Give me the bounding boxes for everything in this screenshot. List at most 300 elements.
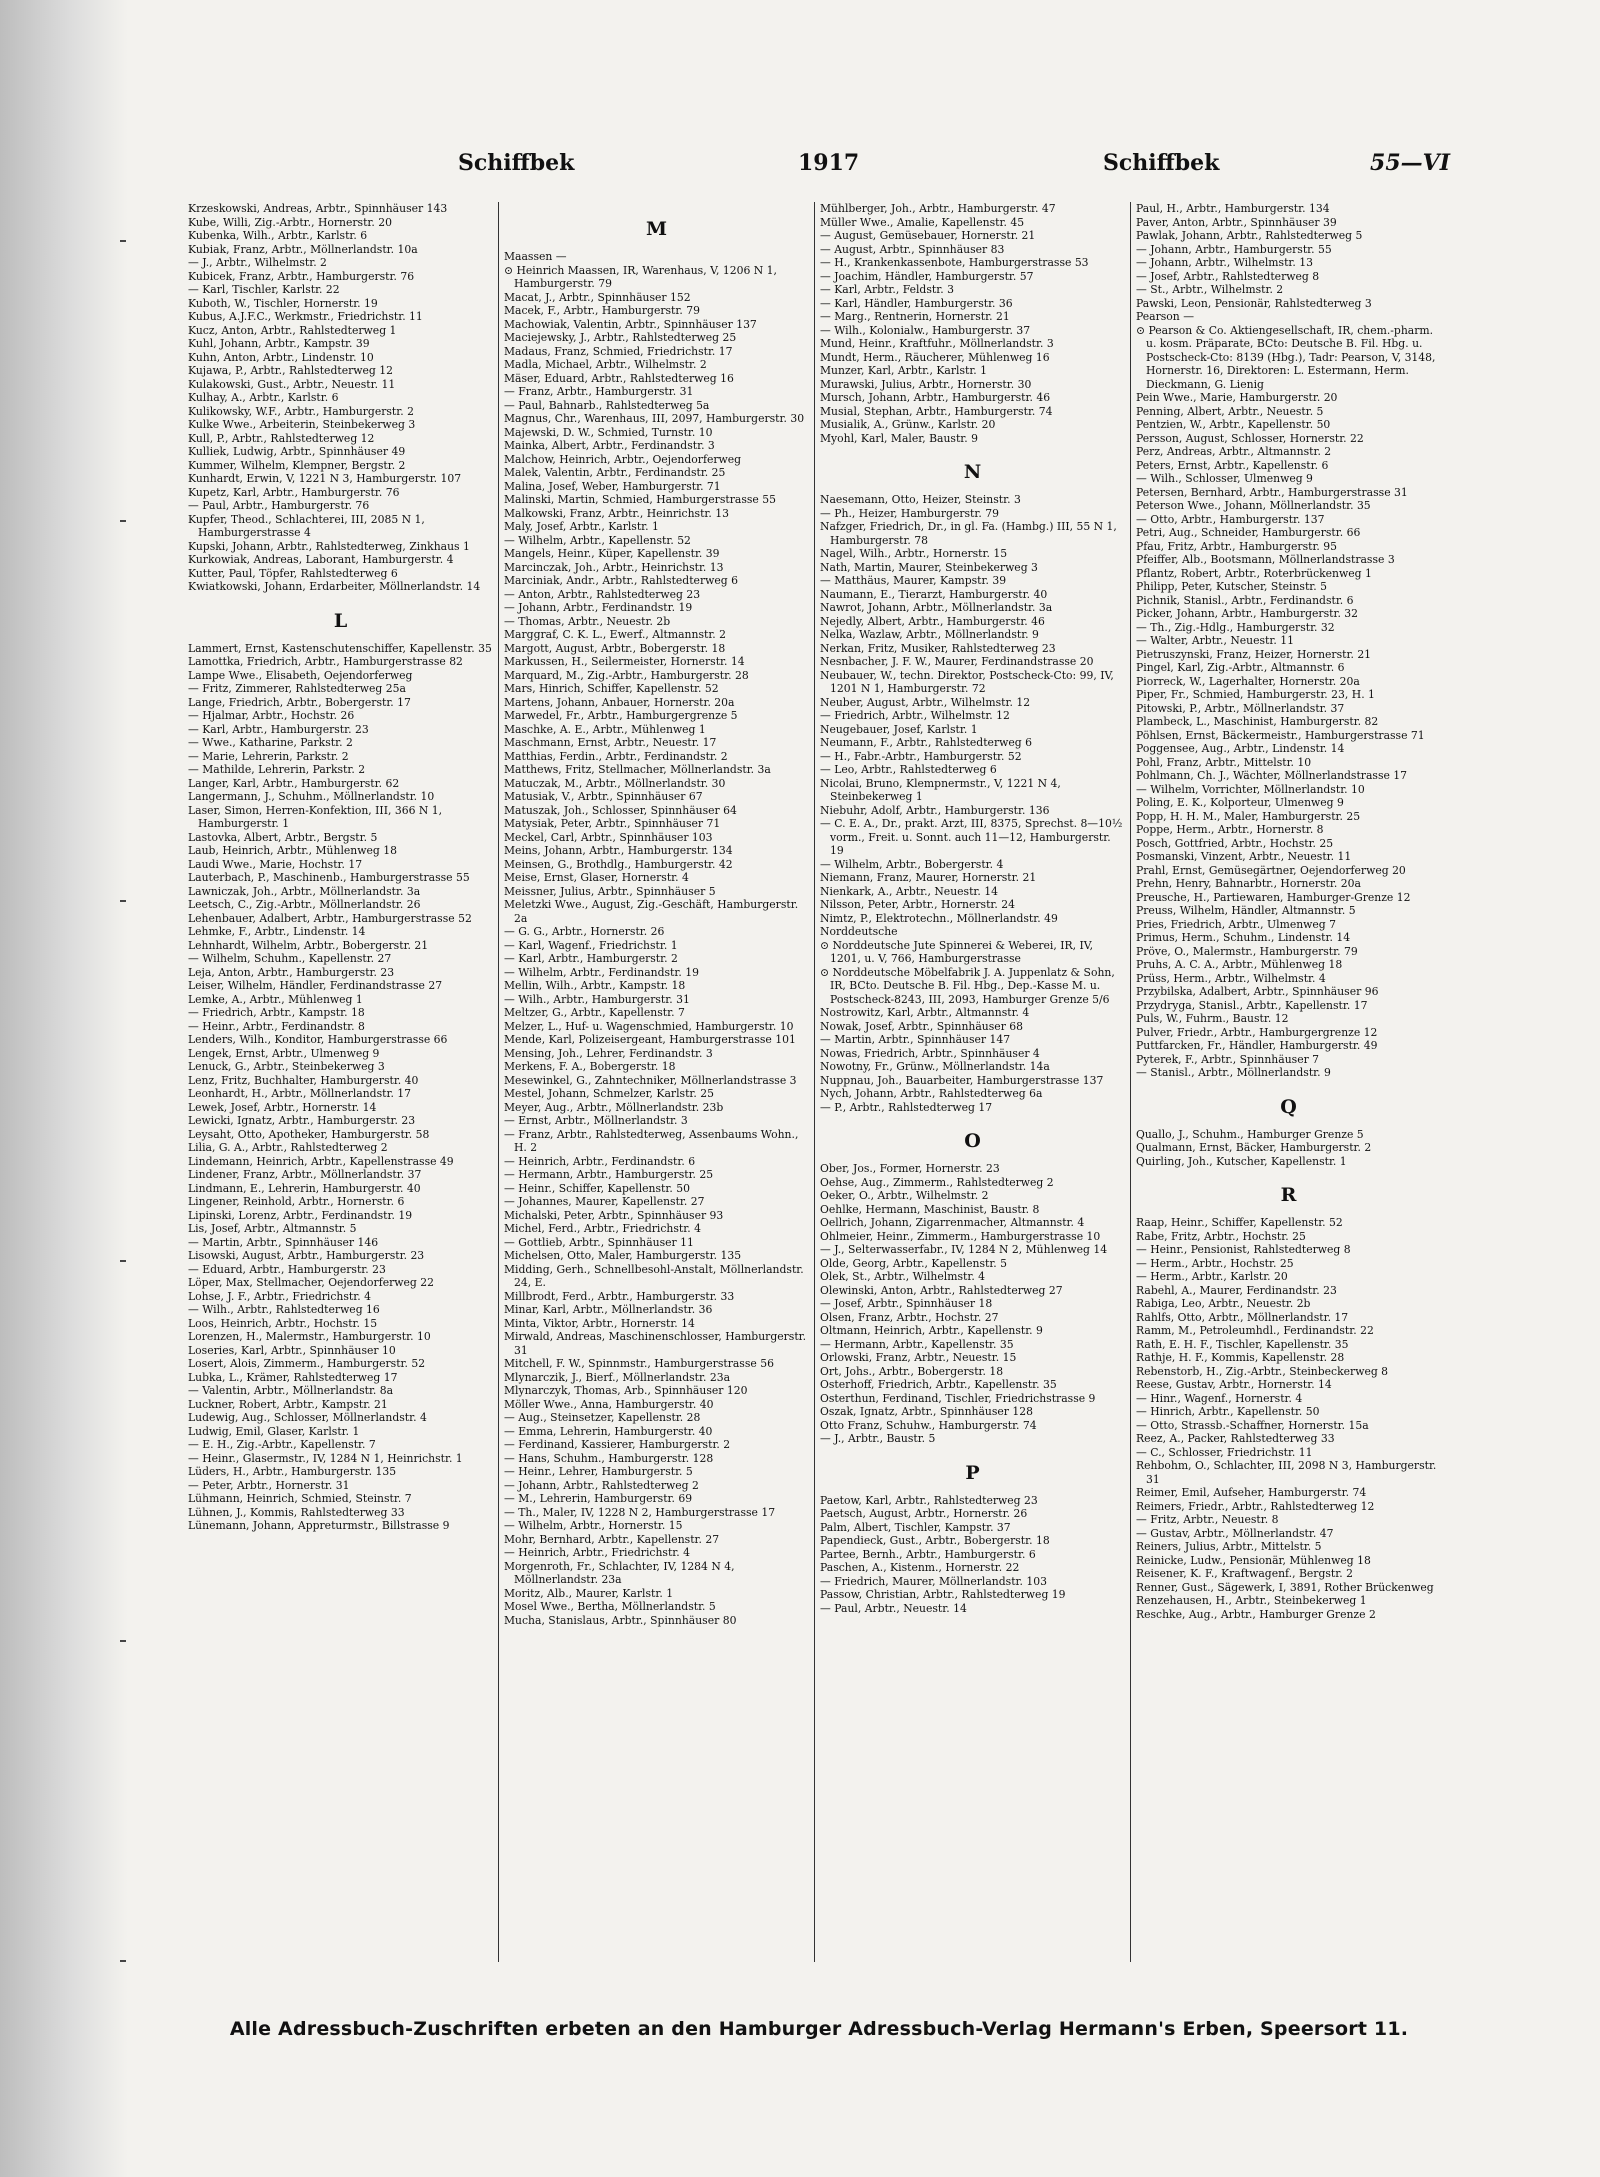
directory-entry: Leiser, Wilhelm, Händler, Ferdinandstrasse 27 — [188, 979, 443, 992]
directory-entry: Loos, Heinrich, Arbtr., Hochstr. 15 — [188, 1316, 378, 1330]
directory-entry: — Paul, Arbtr., Neuestr. 14 — [820, 1601, 967, 1615]
directory-entry: — Friedrich, Arbtr., Wilhelmstr. 12 — [820, 709, 1010, 722]
directory-entry: Lamottka, Friedrich, Arbtr., Hamburgerstrasse 82 — [188, 655, 463, 668]
directory-entry: — Otto, Arbtr., Hamburgerstr. 137 — [1136, 512, 1325, 526]
directory-entry: Rabe, Fritz, Arbtr., Hochstr. 25 — [1136, 1229, 1306, 1243]
directory-entry: Leetsch, C., Zig.-Arbtr., Möllnerlandstr. 26 — [188, 898, 421, 911]
directory-entry: Musial, Stephan, Arbtr., Hamburgerstr. 74 — [820, 404, 1053, 418]
directory-entry: Mesewinkel, G., Zahntechniker, Möllnerlandstrasse 3 — [504, 1073, 797, 1087]
directory-entry: Leysaht, Otto, Apotheker, Hamburgerstr. 58 — [188, 1127, 430, 1141]
directory-entry: Morgenroth, Fr., Schlachter, IV, 1284 N 4, Möllnerlandstr. 23a — [504, 1559, 735, 1586]
directory-entry: — Hinr., Wagenf., Hornerstr. 4 — [1136, 1391, 1303, 1405]
directory-entry: Lingener, Reinhold, Arbtr., Hornerstr. 6 — [188, 1195, 405, 1208]
directory-entry: — C. E. A., Dr., prakt. Arzt, III, 8375, Sprechst. 8—10½ vorm., Freit. u. Sonnt. auch 11—12, Hamburgerstr. 19 — [820, 817, 1123, 857]
directory-entry: Rahlfs, Otto, Arbtr., Möllnerlandstr. 17 — [1136, 1310, 1349, 1324]
directory-entry: Kummer, Wilhelm, Klempner, Bergstr. 2 — [188, 458, 406, 472]
directory-entry: Magnus, Chr., Warenhaus, III, 2097, Hamburgerstr. 30 — [504, 412, 805, 425]
page-footer: Alle Adressbuch-Zuschriften erbeten an den Hamburger Adressbuch-Verlag Hermann's Erben, Speersort 11. — [229, 2018, 1409, 2040]
directory-column — [504, 202, 809, 1982]
directory-entry: Kuboth, W., Tischler, Hornerstr. 19 — [188, 296, 378, 310]
directory-entry: Renzehausen, H., Arbtr., Steinbekerweg 1 — [1136, 1594, 1367, 1607]
directory-column — [820, 202, 1125, 1982]
directory-entry: Maschmann, Ernst, Arbtr., Neuestr. 17 — [504, 736, 717, 749]
directory-entry: Losert, Alois, Zimmerm., Hamburgerstr. 52 — [188, 1357, 426, 1370]
section-letter: O — [964, 1130, 981, 1152]
directory-entry: Matthias, Ferdin., Arbtr., Ferdinandstr. 2 — [504, 749, 728, 763]
directory-entry: Perz, Andreas, Arbtr., Altmannstr. 2 — [1136, 445, 1332, 458]
directory-entry: Reese, Gustav, Arbtr., Hornerstr. 14 — [1136, 1378, 1332, 1391]
directory-entry: Nelka, Wazlaw, Arbtr., Möllnerlandstr. 9 — [820, 628, 1039, 641]
directory-entry: Langer, Karl, Arbtr., Hamburgerstr. 62 — [188, 776, 400, 790]
directory-entry: Maly, Josef, Arbtr., Karlstr. 1 — [504, 520, 659, 533]
left-page-edge — [0, 0, 128, 2177]
directory-entry: Rabehl, A., Maurer, Ferdinandstr. 23 — [1136, 1283, 1337, 1297]
directory-entry: Ludewig, Aug., Schlosser, Möllnerlandstr. 4 — [188, 1411, 427, 1424]
directory-entry: Marcinczak, Joh., Arbtr., Heinrichstr. 13 — [504, 560, 724, 574]
directory-entry: Lohse, J. F., Arbtr., Friedrichstr. 4 — [188, 1289, 371, 1303]
directory-entry: Kulhay, A., Arbtr., Karlstr. 6 — [188, 391, 339, 404]
directory-entry: Malkowski, Franz, Arbtr., Heinrichstr. 13 — [504, 506, 729, 520]
directory-entry: Murawski, Julius, Arbtr., Hornerstr. 30 — [820, 377, 1032, 391]
directory-entry: — Wilh., Kolonialw., Hamburgerstr. 37 — [820, 323, 1031, 337]
directory-entry: Mund, Heinr., Kraftfuhr., Möllnerlandstr. 3 — [820, 337, 1054, 350]
margin-mark — [120, 900, 126, 902]
directory-entry: — Leo, Arbtr., Rahlstedterweg 6 — [820, 763, 997, 776]
directory-entry: Lipinski, Lorenz, Arbtr., Ferdinandstr. 19 — [188, 1208, 413, 1222]
directory-entry: Minar, Karl, Arbtr., Möllnerlandstr. 36 — [504, 1303, 713, 1316]
header-page-number: 55—VI — [1370, 150, 1450, 176]
directory-entry: — Anton, Arbtr., Rahlstedterweg 23 — [504, 587, 701, 601]
directory-entry: — H., Fabr.-Arbtr., Hamburgerstr. 52 — [820, 749, 1022, 763]
directory-entry: Renner, Gust., Sägewerk, I, 3891, Rother Brückenweg — [1136, 1580, 1434, 1594]
directory-entry: Kuhl, Johann, Arbtr., Kampstr. 39 — [188, 337, 370, 350]
directory-entry: Naesemann, Otto, Heizer, Steinstr. 3 — [820, 493, 1021, 506]
directory-entry: Martens, Johann, Anbauer, Hornerstr. 20a — [504, 695, 735, 709]
directory-entry: Malina, Josef, Weber, Hamburgerstr. 71 — [504, 479, 721, 493]
directory-entry: Meise, Ernst, Glaser, Hornerstr. 4 — [504, 871, 689, 884]
directory-entry: Reiners, Julius, Arbtr., Mittelstr. 5 — [1136, 1540, 1322, 1553]
directory-entry: Partee, Bernh., Arbtr., Hamburgerstr. 6 — [820, 1547, 1036, 1561]
directory-entry: — Karl, Händler, Hamburgerstr. 36 — [820, 296, 1013, 310]
directory-entry: — Herm., Arbtr., Karlstr. 20 — [1136, 1270, 1288, 1283]
directory-entry: Meinsen, G., Brothdlg., Hamburgerstr. 42 — [504, 857, 733, 871]
directory-entry: — Heinr., Lehrer, Hamburgerstr. 5 — [504, 1465, 693, 1478]
directory-entry: Petersen, Bernhard, Arbtr., Hamburgerstrasse 31 — [1136, 485, 1408, 499]
directory-entry: Meissner, Julius, Arbtr., Spinnhäuser 5 — [504, 884, 716, 898]
section-letter: P — [965, 1461, 980, 1484]
directory-entry: Puttfarcken, Fr., Händler, Hamburgerstr. 49 — [1136, 1039, 1378, 1052]
directory-entry: Niebuhr, Adolf, Arbtr., Hamburgerstr. 136 — [820, 803, 1050, 817]
directory-entry: Leonhardt, H., Arbtr., Möllnerlandstr. 17 — [188, 1087, 412, 1100]
directory-entry: — Fritz, Arbtr., Neuestr. 8 — [1136, 1513, 1279, 1526]
directory-entry: Piorreck, W., Lagerhalter, Hornerstr. 20a — [1136, 674, 1360, 688]
directory-entry: Madaus, Franz, Schmied, Friedrichstr. 17 — [504, 344, 733, 358]
directory-entry: Nesnbacher, J. F. W., Maurer, Ferdinandstrasse 20 — [820, 655, 1094, 668]
directory-entry: Piper, Fr., Schmied, Hamburgerstr. 23, H. 1 — [1136, 688, 1375, 701]
directory-entry: Macat, J., Arbtr., Spinnhäuser 152 — [504, 290, 691, 304]
directory-entry: — Wilhelm, Vorrichter, Möllnerlandstr. 10 — [1136, 782, 1365, 796]
directory-entry: Lüders, H., Arbtr., Hamburgerstr. 135 — [188, 1465, 397, 1478]
directory-entry: Lewicki, Ignatz, Arbtr., Hamburgerstr. 23 — [188, 1114, 416, 1127]
directory-entry: Matysiak, Peter, Arbtr., Spinnhäuser 71 — [504, 817, 721, 830]
directory-entry: Pearson — — [1136, 310, 1194, 323]
directory-entry: — Johann, Arbtr., Ferdinandstr. 19 — [504, 601, 693, 614]
directory-entry: Nienkark, A., Arbtr., Neuestr. 14 — [820, 884, 999, 898]
directory-entry: Passow, Christian, Arbtr., Rahlstedterweg 19 — [820, 1588, 1066, 1601]
directory-entry: — P., Arbtr., Rahlstedterweg 17 — [820, 1100, 993, 1114]
directory-entry: Mäser, Eduard, Arbtr., Rahlstedterweg 16 — [504, 371, 734, 385]
directory-entry: Matuczak, M., Arbtr., Möllnerlandstr. 30 — [504, 776, 726, 790]
directory-entry: Marquard, M., Zig.-Arbtr., Hamburgerstr. 28 — [504, 668, 749, 682]
directory-entry: Nafzger, Friedrich, Dr., in gl. Fa. (Hambg.) III, 55 N 1, Hamburgerstr. 78 — [820, 520, 1117, 547]
directory-entry: — Karl, Wagenf., Friedrichstr. 1 — [504, 938, 678, 952]
directory-entry: — Wilhelm, Arbtr., Bobergerstr. 4 — [820, 857, 1004, 871]
directory-entry: Kube, Willi, Zig.-Arbtr., Hornerstr. 20 — [188, 215, 392, 229]
directory-entry: Müller Wwe., Amalie, Kapellenstr. 45 — [820, 215, 1025, 229]
directory-entry: Luckner, Robert, Arbtr., Kampstr. 21 — [188, 1397, 388, 1411]
directory-entry: Primus, Herm., Schuhm., Lindenstr. 14 — [1136, 931, 1351, 944]
directory-entry: — Gottlieb, Arbtr., Spinnhäuser 11 — [504, 1235, 694, 1249]
directory-entry: Pries, Friedrich, Arbtr., Ulmenweg 7 — [1136, 917, 1337, 931]
directory-entry: — Martin, Arbtr., Spinnhäuser 146 — [188, 1235, 379, 1249]
directory-entry: — E. H., Zig.-Arbtr., Kapellenstr. 7 — [188, 1438, 376, 1451]
section-letter: R — [1280, 1184, 1297, 1206]
directory-entry: Lindemann, Heinrich, Arbtr., Kapellenstrasse 49 — [188, 1154, 454, 1168]
directory-entry: Maassen — — [504, 250, 567, 263]
directory-entry: Persson, August, Schlosser, Hornerstr. 22 — [1136, 431, 1364, 445]
directory-entry: — Hans, Schuhm., Hamburgerstr. 128 — [504, 1451, 714, 1465]
directory-entry: — Herm., Arbtr., Hochstr. 25 — [1136, 1256, 1294, 1270]
directory-entry: Meyer, Aug., Arbtr., Möllnerlandstr. 23b — [504, 1100, 724, 1114]
directory-entry: Rathje, H. F., Kommis, Kapellenstr. 28 — [1136, 1351, 1345, 1364]
directory-entry: Mangels, Heinr., Küper, Kapellenstr. 39 — [504, 547, 720, 560]
directory-entry: Malchow, Heinrich, Arbtr., Oejendorferweg — [504, 452, 742, 466]
directory-entry: Lühnen, J., Kommis, Rahlstedterweg 33 — [188, 1505, 405, 1519]
directory-entry: — Peter, Arbtr., Hornerstr. 31 — [188, 1478, 350, 1492]
directory-entry: Preusche, H., Partiewaren, Hamburger-Grenze 12 — [1136, 890, 1411, 904]
directory-entry: — Walter, Arbtr., Neuestr. 11 — [1136, 634, 1294, 647]
directory-entry: — Otto, Strassb.-Schaffner, Hornerstr. 15a — [1136, 1418, 1369, 1432]
directory-entry: Oellrich, Johann, Zigarrenmacher, Altmannstr. 4 — [820, 1216, 1085, 1229]
directory-entry: Pohlmann, Ch. J., Wächter, Möllnerlandstrasse 17 — [1136, 769, 1408, 782]
directory-entry: Ludwig, Emil, Glaser, Karlstr. 1 — [188, 1424, 360, 1438]
directory-entry: Pietruszynski, Franz, Heizer, Hornerstr. 21 — [1136, 647, 1372, 661]
directory-entry: Lehnhardt, Wilhelm, Arbtr., Bobergerstr. 21 — [188, 938, 429, 952]
directory-entry: Plambeck, L., Maschinist, Hamburgerstr. 82 — [1136, 715, 1379, 728]
directory-entry: Neuber, August, Arbtr., Wilhelmstr. 12 — [820, 695, 1031, 709]
directory-entry: Krzeskowski, Andreas, Arbtr., Spinnhäuser 143 — [188, 202, 448, 215]
page-header — [188, 150, 1450, 180]
directory-entry: Reimer, Emil, Aufseher, Hamburgerstr. 74 — [1136, 1486, 1367, 1499]
directory-entry: Lengek, Ernst, Arbtr., Ulmenweg 9 — [188, 1046, 380, 1060]
directory-entry: Michel, Ferd., Arbtr., Friedrichstr. 4 — [504, 1222, 701, 1235]
directory-entry: Rath, E. H. F., Tischler, Kapellenstr. 35 — [1136, 1337, 1349, 1351]
directory-entry: Pruhs, A. C. A., Arbtr., Mühlenweg 18 — [1136, 958, 1343, 971]
directory-entry: Kubicek, Franz, Arbtr., Hamburgerstr. 76 — [188, 269, 415, 283]
directory-entry: Moritz, Alb., Maurer, Karlstr. 1 — [504, 1586, 674, 1600]
directory-entry: Mestel, Johann, Schmelzer, Karlstr. 25 — [504, 1087, 714, 1100]
directory-entry: Mlynarczik, J., Bierf., Möllnerlandstr. 23a — [504, 1370, 731, 1384]
directory-entry: Michelsen, Otto, Maler, Hamburgerstr. 135 — [504, 1249, 742, 1262]
directory-entry: ⊙ Heinrich Maassen, IR, Warenhaus, V, 1206 N 1, Hamburgerstr. 79 — [504, 263, 777, 290]
directory-entry: Kujawa, P., Arbtr., Rahlstedterweg 12 — [188, 364, 393, 377]
directory-entry: Lewek, Josef, Arbtr., Hornerstr. 14 — [188, 1100, 377, 1114]
directory-entry: Machowiak, Valentin, Arbtr., Spinnhäuser 137 — [504, 317, 757, 331]
directory-entry: Raap, Heinr., Schiffer, Kapellenstr. 52 — [1136, 1216, 1343, 1229]
directory-entry: — Franz, Arbtr., Rahlstedterweg, Assenbaums Wohn., H. 2 — [504, 1127, 799, 1154]
directory-entry: Markussen, H., Seilermeister, Hornerstr. 14 — [504, 655, 745, 668]
directory-entry: Oszak, Ignatz, Arbtr., Spinnhäuser 128 — [820, 1405, 1034, 1418]
directory-entry: — Th., Maler, IV, 1228 N 2, Hamburgerstrasse 17 — [504, 1505, 776, 1519]
directory-entry: Lenuck, G., Arbtr., Steinbekerweg 3 — [188, 1060, 385, 1073]
directory-entry: Lawniczak, Joh., Arbtr., Möllnerlandstr. 3a — [188, 884, 421, 898]
directory-entry: — G. G., Arbtr., Hornerstr. 26 — [504, 925, 665, 938]
directory-entry: Poppe, Herm., Arbtr., Hornerstr. 8 — [1136, 823, 1324, 836]
directory-entry: — Thomas, Arbtr., Neuestr. 2b — [504, 614, 671, 628]
directory-entry: Kwiatkowski, Johann, Erdarbeiter, Möllnerlandstr. 14 — [188, 580, 481, 593]
directory-entry: — Fritz, Zimmerer, Rahlstedterweg 25a — [188, 682, 406, 695]
directory-entry: Matuszak, Joh., Schlosser, Spinnhäuser 64 — [504, 803, 737, 817]
directory-entry: Nowotny, Fr., Grünw., Möllnerlandstr. 14a — [820, 1060, 1050, 1073]
directory-entry: Peters, Ernst, Arbtr., Kapellenstr. 6 — [1136, 458, 1329, 472]
directory-entry: Ort, Johs., Arbtr., Bobergerstr. 18 — [820, 1364, 1004, 1378]
directory-entry: Lünemann, Johann, Appreturmstr., Billstrasse 9 — [188, 1519, 450, 1532]
directory-entry: — Heinrich, Arbtr., Friedrichstr. 4 — [504, 1546, 691, 1559]
directory-entry: Nowas, Friedrich, Arbtr., Spinnhäuser 4 — [820, 1046, 1040, 1060]
directory-entry: Oehse, Aug., Zimmerm., Rahlstedterweg 2 — [820, 1175, 1054, 1189]
directory-entry: Palm, Albert, Tischler, Kampstr. 37 — [820, 1520, 1011, 1534]
directory-entry: Philipp, Peter, Kutscher, Steinstr. 5 — [1136, 580, 1328, 593]
directory-entry: — Ernst, Arbtr., Möllnerlandstr. 3 — [504, 1114, 688, 1127]
directory-entry: Mars, Hinrich, Schiffer, Kapellenstr. 52 — [504, 682, 719, 695]
directory-entry: Mellin, Wilh., Arbtr., Kampstr. 18 — [504, 979, 686, 992]
directory-entry: — Hermann, Arbtr., Kapellenstr. 35 — [820, 1337, 1014, 1351]
directory-entry: Reinicke, Ludw., Pensionär, Mühlenweg 18 — [1136, 1553, 1371, 1567]
directory-entry: Norddeutsche — [820, 925, 898, 938]
directory-entry: ⊙ Norddeutsche Möbelfabrik J. A. Juppenlatz & Sohn, IR, BCto. Deutsche B. Fil. Hbg., Dep.-Kasse M. u. Postscheck-8243, III, 2093, Hamburger Grenze 5/6 — [820, 965, 1115, 1006]
directory-entry: — Karl, Tischler, Karlstr. 22 — [188, 283, 340, 296]
directory-entry: — Josef, Arbtr., Spinnhäuser 18 — [820, 1297, 993, 1310]
directory-entry: Olsen, Franz, Arbtr., Hochstr. 27 — [820, 1310, 999, 1324]
directory-entry: — Johann, Arbtr., Rahlstedterweg 2 — [504, 1478, 699, 1492]
directory-entry: Lampe Wwe., Elisabeth, Oejendorferweg — [188, 668, 413, 682]
directory-entry: Poling, E. K., Kolporteur, Ulmenweg 9 — [1136, 796, 1344, 809]
directory-entry: Reisener, K. F., Kraftwagenf., Bergstr. 2 — [1136, 1567, 1353, 1580]
directory-entry: — Karl, Arbtr., Hamburgerstr. 2 — [504, 952, 678, 965]
directory-entry: Przydryga, Stanisl., Arbtr., Kapellenstr. 17 — [1136, 998, 1368, 1012]
directory-entry: Paetow, Karl, Arbtr., Rahlstedterweg 23 — [820, 1493, 1038, 1507]
directory-entry: — J., Selterwasserfabr., IV, 1284 N 2, Mühlenweg 14 — [820, 1243, 1108, 1256]
directory-entry: ⊙ Norddeutsche Jute Spinnerei & Weberei, IR, IV, 1201, u. V, 766, Hamburgerstrasse — [820, 938, 1094, 965]
directory-entry: Laudi Wwe., Marie, Hochstr. 17 — [188, 857, 363, 871]
directory-entry: Neugebauer, Josef, Karlstr. 1 — [820, 722, 978, 736]
header-left-place: Schiffbek — [458, 150, 575, 176]
directory-entry: Otto Franz, Schuhw., Hamburgerstr. 74 — [820, 1418, 1037, 1432]
directory-entry: — Wilhelm, Schuhm., Kapellenstr. 27 — [188, 952, 392, 965]
directory-entry: Kulakowski, Gust., Arbtr., Neuestr. 11 — [188, 377, 396, 391]
directory-entry: — Aug., Steinsetzer, Kapellenstr. 28 — [504, 1411, 701, 1424]
directory-entry: Lehenbauer, Adalbert, Arbtr., Hamburgerstrasse 52 — [188, 911, 472, 925]
directory-entry: Pflantz, Robert, Arbtr., Roterbrückenweg 1 — [1136, 566, 1372, 580]
directory-entry: Melzer, L., Huf- u. Wagenschmied, Hamburgerstr. 10 — [504, 1019, 794, 1033]
directory-entry: — Karl, Arbtr., Feldstr. 3 — [820, 283, 954, 296]
directory-entry: — Johannes, Maurer, Kapellenstr. 27 — [504, 1195, 705, 1208]
directory-entry: Pohl, Franz, Arbtr., Mittelstr. 10 — [1136, 755, 1312, 769]
directory-entry: Poggensee, Aug., Arbtr., Lindenstr. 14 — [1136, 742, 1345, 755]
directory-entry: — Heinr., Pensionist, Rahlstedterweg 8 — [1136, 1243, 1351, 1256]
directory-entry: Lühmann, Heinrich, Schmied, Steinstr. 7 — [188, 1492, 412, 1505]
directory-entry: Petri, Aug., Schneider, Hamburgerstr. 66 — [1136, 526, 1361, 539]
directory-entry: Lindener, Franz, Arbtr., Möllnerlandstr. 37 — [188, 1168, 422, 1181]
directory-entry: Prüss, Herm., Arbtr., Wilhelmstr. 4 — [1136, 971, 1326, 985]
section-letter: L — [333, 609, 348, 632]
directory-entry: — Franz, Arbtr., Hamburgerstr. 31 — [504, 385, 694, 398]
directory-entry: — Wilhelm, Arbtr., Kapellenstr. 52 — [504, 533, 691, 547]
directory-entry: Nejedly, Albert, Arbtr., Hamburgerstr. 46 — [820, 614, 1045, 628]
directory-entry: Matusiak, V., Arbtr., Spinnhäuser 67 — [504, 790, 703, 803]
directory-entry: Lindmann, E., Lehrerin, Hamburgerstr. 40 — [188, 1181, 421, 1195]
directory-entry: — Karl, Arbtr., Hamburgerstr. 23 — [188, 722, 369, 736]
directory-entry: Marciniak, Andr., Arbtr., Rahlstedterweg 6 — [504, 574, 738, 587]
directory-entry: — Friedrich, Arbtr., Kampstr. 18 — [188, 1006, 365, 1019]
directory-entry: Neumann, F., Arbtr., Rahlstedterweg 6 — [820, 736, 1032, 749]
header-right-place: Schiffbek — [1103, 150, 1220, 176]
margin-mark — [120, 1260, 126, 1262]
directory-entry: Meins, Johann, Arbtr., Hamburgerstr. 134 — [504, 844, 733, 857]
directory-entry: — Heinr., Arbtr., Ferdinandstr. 8 — [188, 1019, 365, 1033]
directory-entry: Penning, Albert, Arbtr., Neuestr. 5 — [1136, 404, 1324, 418]
directory-entry: — Wwe., Katharine, Parkstr. 2 — [188, 736, 353, 749]
directory-entry: — Josef, Arbtr., Rahlstedterweg 8 — [1136, 269, 1320, 283]
directory-entry: — Joachim, Händler, Hamburgerstr. 57 — [820, 269, 1034, 283]
directory-entry: Midding, Gerh., Schnellbesohl-Anstalt, Möllnerlandstr. 24, E. — [504, 1262, 804, 1289]
directory-entry: — Hermann, Arbtr., Hamburgerstr. 25 — [504, 1168, 714, 1181]
directory-entry: — Hinrich, Arbtr., Kapellenstr. 50 — [1136, 1405, 1320, 1418]
directory-entry: Reimers, Friedr., Arbtr., Rahlstedterweg 12 — [1136, 1499, 1375, 1513]
directory-entry: — Emma, Lehrerin, Hamburgerstr. 40 — [504, 1424, 713, 1438]
directory-entry: — Valentin, Arbtr., Möllnerlandstr. 8a — [188, 1384, 394, 1397]
directory-entry: Leja, Anton, Arbtr., Hamburgerstr. 23 — [188, 965, 395, 979]
directory-entry: Loseries, Karl, Arbtr., Spinnhäuser 10 — [188, 1343, 396, 1357]
directory-entry: Kubiak, Franz, Arbtr., Möllnerlandstr. 10a — [188, 242, 418, 256]
directory-entry: — Stanisl., Arbtr., Möllnerlandstr. 9 — [1136, 1066, 1331, 1079]
directory-column — [188, 202, 493, 1982]
directory-entry: Mohr, Bernhard, Arbtr., Kapellenstr. 27 — [504, 1532, 720, 1546]
directory-entry: Pöhlsen, Ernst, Bäckermeistr., Hamburgerstrasse 71 — [1136, 728, 1425, 742]
margin-mark — [120, 1640, 126, 1642]
directory-entry: Paschen, A., Kistenm., Hornerstr. 22 — [820, 1561, 1020, 1574]
directory-entry: Paver, Anton, Arbtr., Spinnhäuser 39 — [1136, 215, 1337, 229]
directory-entry: Madla, Michael, Arbtr., Wilhelmstr. 2 — [504, 358, 707, 371]
directory-entry: — Wilhelm, Arbtr., Hornerstr. 15 — [504, 1519, 683, 1532]
directory-entry: Kuhn, Anton, Arbtr., Lindenstr. 10 — [188, 350, 374, 364]
margin-mark — [120, 520, 126, 522]
directory-entry: Quallo, J., Schuhm., Hamburger Grenze 5 — [1136, 1127, 1364, 1141]
directory-entry: Mlynarczyk, Thomas, Arb., Spinnhäuser 120 — [504, 1384, 748, 1397]
directory-entry: Pentzien, W., Arbtr., Kapellenstr. 50 — [1136, 418, 1331, 431]
directory-entry: — Wilh., Arbtr., Rahlstedterweg 16 — [188, 1303, 380, 1316]
directory-entry: Mitchell, F. W., Spinnmstr., Hamburgerstrasse 56 — [504, 1357, 774, 1370]
directory-entry: Preuss, Wilhelm, Händler, Altmannstr. 5 — [1136, 904, 1356, 917]
directory-columns — [188, 202, 1450, 1982]
directory-entry: Peterson Wwe., Johann, Möllnerlandstr. 35 — [1136, 499, 1371, 512]
directory-entry: Nagel, Wilh., Arbtr., Hornerstr. 15 — [820, 547, 1008, 560]
directory-entry: Mensing, Joh., Lehrer, Ferdinandstr. 3 — [504, 1046, 713, 1060]
directory-entry: Oltmann, Heinrich, Arbtr., Kapellenstr. 9 — [820, 1324, 1043, 1337]
directory-entry: Mirwald, Andreas, Maschinenschlosser, Hamburgerstr. 31 — [504, 1330, 807, 1357]
directory-entry: Lenders, Wilh., Konditor, Hamburgerstrasse 66 — [188, 1033, 448, 1046]
directory-entry: Nawrot, Johann, Arbtr., Möllnerlandstr. 3a — [820, 601, 1053, 614]
directory-entry: Olewinski, Anton, Arbtr., Rahlstedterweg 27 — [820, 1283, 1063, 1297]
directory-entry: Nuppnau, Joh., Bauarbeiter, Hamburgerstrasse 137 — [820, 1073, 1104, 1087]
directory-entry: — Th., Zig.-Hdlg., Hamburgerstr. 32 — [1136, 620, 1335, 634]
directory-entry: Maschke, A. E., Arbtr., Mühlenweg 1 — [504, 722, 706, 736]
directory-entry: Kurkowiak, Andreas, Laborant, Hamburgerstr. 4 — [188, 553, 454, 566]
directory-entry: Qualmann, Ernst, Bäcker, Hamburgerstr. 2 — [1136, 1141, 1372, 1154]
directory-entry: Kupetz, Karl, Arbtr., Hamburgerstr. 76 — [188, 485, 400, 499]
directory-entry: Pyterek, F., Arbtr., Spinnhäuser 7 — [1136, 1052, 1320, 1066]
directory-entry: Nerkan, Fritz, Musiker, Rahlstedterweg 23 — [820, 641, 1056, 655]
directory-entry: Langermann, J., Schuhm., Möllnerlandstr. 10 — [188, 790, 435, 803]
directory-entry: Matthews, Fritz, Stellmacher, Möllnerlandstr. 3a — [504, 763, 771, 776]
directory-entry: Rebenstorb, H., Zig.-Arbtr., Steinbeckerweg 8 — [1136, 1364, 1389, 1378]
directory-entry: — H., Krankenkassenbote, Hamburgerstrasse 53 — [820, 256, 1089, 269]
directory-entry: Nath, Martin, Maurer, Steinbekerweg 3 — [820, 560, 1038, 574]
directory-entry: Rehbohm, O., Schlachter, III, 2098 N 3, Hamburgerstr. 31 — [1136, 1459, 1437, 1486]
directory-entry: — Marg., Rentnerin, Hornerstr. 21 — [820, 310, 1010, 323]
directory-entry: Lis, Josef, Arbtr., Altmannstr. 5 — [188, 1222, 357, 1235]
directory-entry: Oehlke, Hermann, Maschinist, Baustr. 8 — [820, 1202, 1040, 1216]
directory-entry: — St., Arbtr., Wilhelmstr. 2 — [1136, 283, 1284, 296]
directory-entry: Reschke, Aug., Arbtr., Hamburger Grenze 2 — [1136, 1607, 1376, 1621]
directory-entry: Lilia, G. A., Arbtr., Rahlstedterweg 2 — [188, 1141, 388, 1154]
directory-entry: — Mathilde, Lehrerin, Parkstr. 2 — [188, 763, 366, 776]
directory-entry: — Wilh., Arbtr., Hamburgerstr. 31 — [504, 992, 690, 1006]
directory-entry: Kutter, Paul, Töpfer, Rahlstedterweg 6 — [188, 566, 398, 580]
directory-entry: — Wilh., Schlosser, Ulmenweg 9 — [1136, 472, 1313, 485]
directory-entry: Ober, Jos., Former, Hornerstr. 23 — [820, 1162, 1000, 1175]
directory-entry: Nilsson, Peter, Arbtr., Hornerstr. 24 — [820, 898, 1016, 911]
directory-entry: Pfeiffer, Alb., Bootsmann, Möllnerlandstrasse 3 — [1136, 553, 1395, 566]
directory-entry: Ohlmeier, Heinr., Zimmerm., Hamburgerstrasse 10 — [820, 1229, 1101, 1243]
directory-entry: — Paul, Bahnarb., Rahlstedterweg 5a — [504, 398, 710, 412]
directory-entry: Laser, Simon, Herren-Konfektion, III, 366 N 1, Hamburgerstr. 1 — [188, 803, 443, 830]
directory-entry: Olek, St., Arbtr., Wilhelmstr. 4 — [820, 1270, 986, 1283]
directory-entry: Lauterbach, P., Maschinenb., Hamburgerstrasse 55 — [188, 871, 470, 884]
directory-entry: Ramm, M., Petroleumhdl., Ferdinandstr. 22 — [1136, 1324, 1374, 1337]
directory-entry: Osterthun, Ferdinand, Tischler, Friedrichstrasse 9 — [820, 1391, 1096, 1405]
directory-entry: — Heinr., Glasermstr., IV, 1284 N 1, Heinrichstr. 1 — [188, 1451, 463, 1465]
directory-entry: Kubenka, Wilh., Arbtr., Karlstr. 6 — [188, 229, 368, 242]
directory-entry: Meltzer, G., Arbtr., Kapellenstr. 7 — [504, 1006, 685, 1019]
directory-entry: Margott, August, Arbtr., Bobergerstr. 18 — [504, 641, 726, 655]
directory-entry: Lehmke, F., Arbtr., Lindenstr. 14 — [188, 925, 366, 938]
directory-entry: — Martin, Arbtr., Spinnhäuser 147 — [820, 1033, 1011, 1046]
directory-entry: Myohl, Karl, Maler, Baustr. 9 — [820, 431, 978, 445]
directory-entry: Lorenzen, H., Malermstr., Hamburgerstr. 10 — [188, 1330, 431, 1343]
directory-entry: Kubus, A.J.F.C., Werkmstr., Friedrichstr. 11 — [188, 310, 423, 323]
directory-entry: Niemann, Franz, Maurer, Hornerstr. 21 — [820, 871, 1037, 884]
directory-entry: Prehn, Henry, Bahnarbtr., Hornerstr. 20a — [1136, 877, 1361, 890]
directory-entry: — Matthäus, Maurer, Kampstr. 39 — [820, 574, 1007, 587]
directory-entry: — Ferdinand, Kassierer, Hamburgerstr. 2 — [504, 1438, 731, 1451]
directory-entry: ⊙ Pearson & Co. Aktiengesellschaft, IR, chem.-pharm. u. kosm. Präparate, BCto: Deutsche B. Fil. Hbg. u. Postscheck-Cto: 8139 (Hbg.), Tadr: Pearson, V, 3148, Hornerstr. 16, Direktoren: L. Estermann, Herm. Dieckmann, G. Lienig — [1136, 323, 1436, 391]
section-letter: Q — [1280, 1095, 1297, 1118]
directory-entry: Lange, Friedrich, Arbtr., Bobergerstr. 17 — [188, 695, 411, 709]
directory-entry: — M., Lehrerin, Hamburgerstr. 69 — [504, 1492, 693, 1505]
directory-entry: Möller Wwe., Anna, Hamburgerstr. 40 — [504, 1397, 714, 1411]
directory-entry: Pawlak, Johann, Arbtr., Rahlstedterweg 5 — [1136, 229, 1363, 242]
